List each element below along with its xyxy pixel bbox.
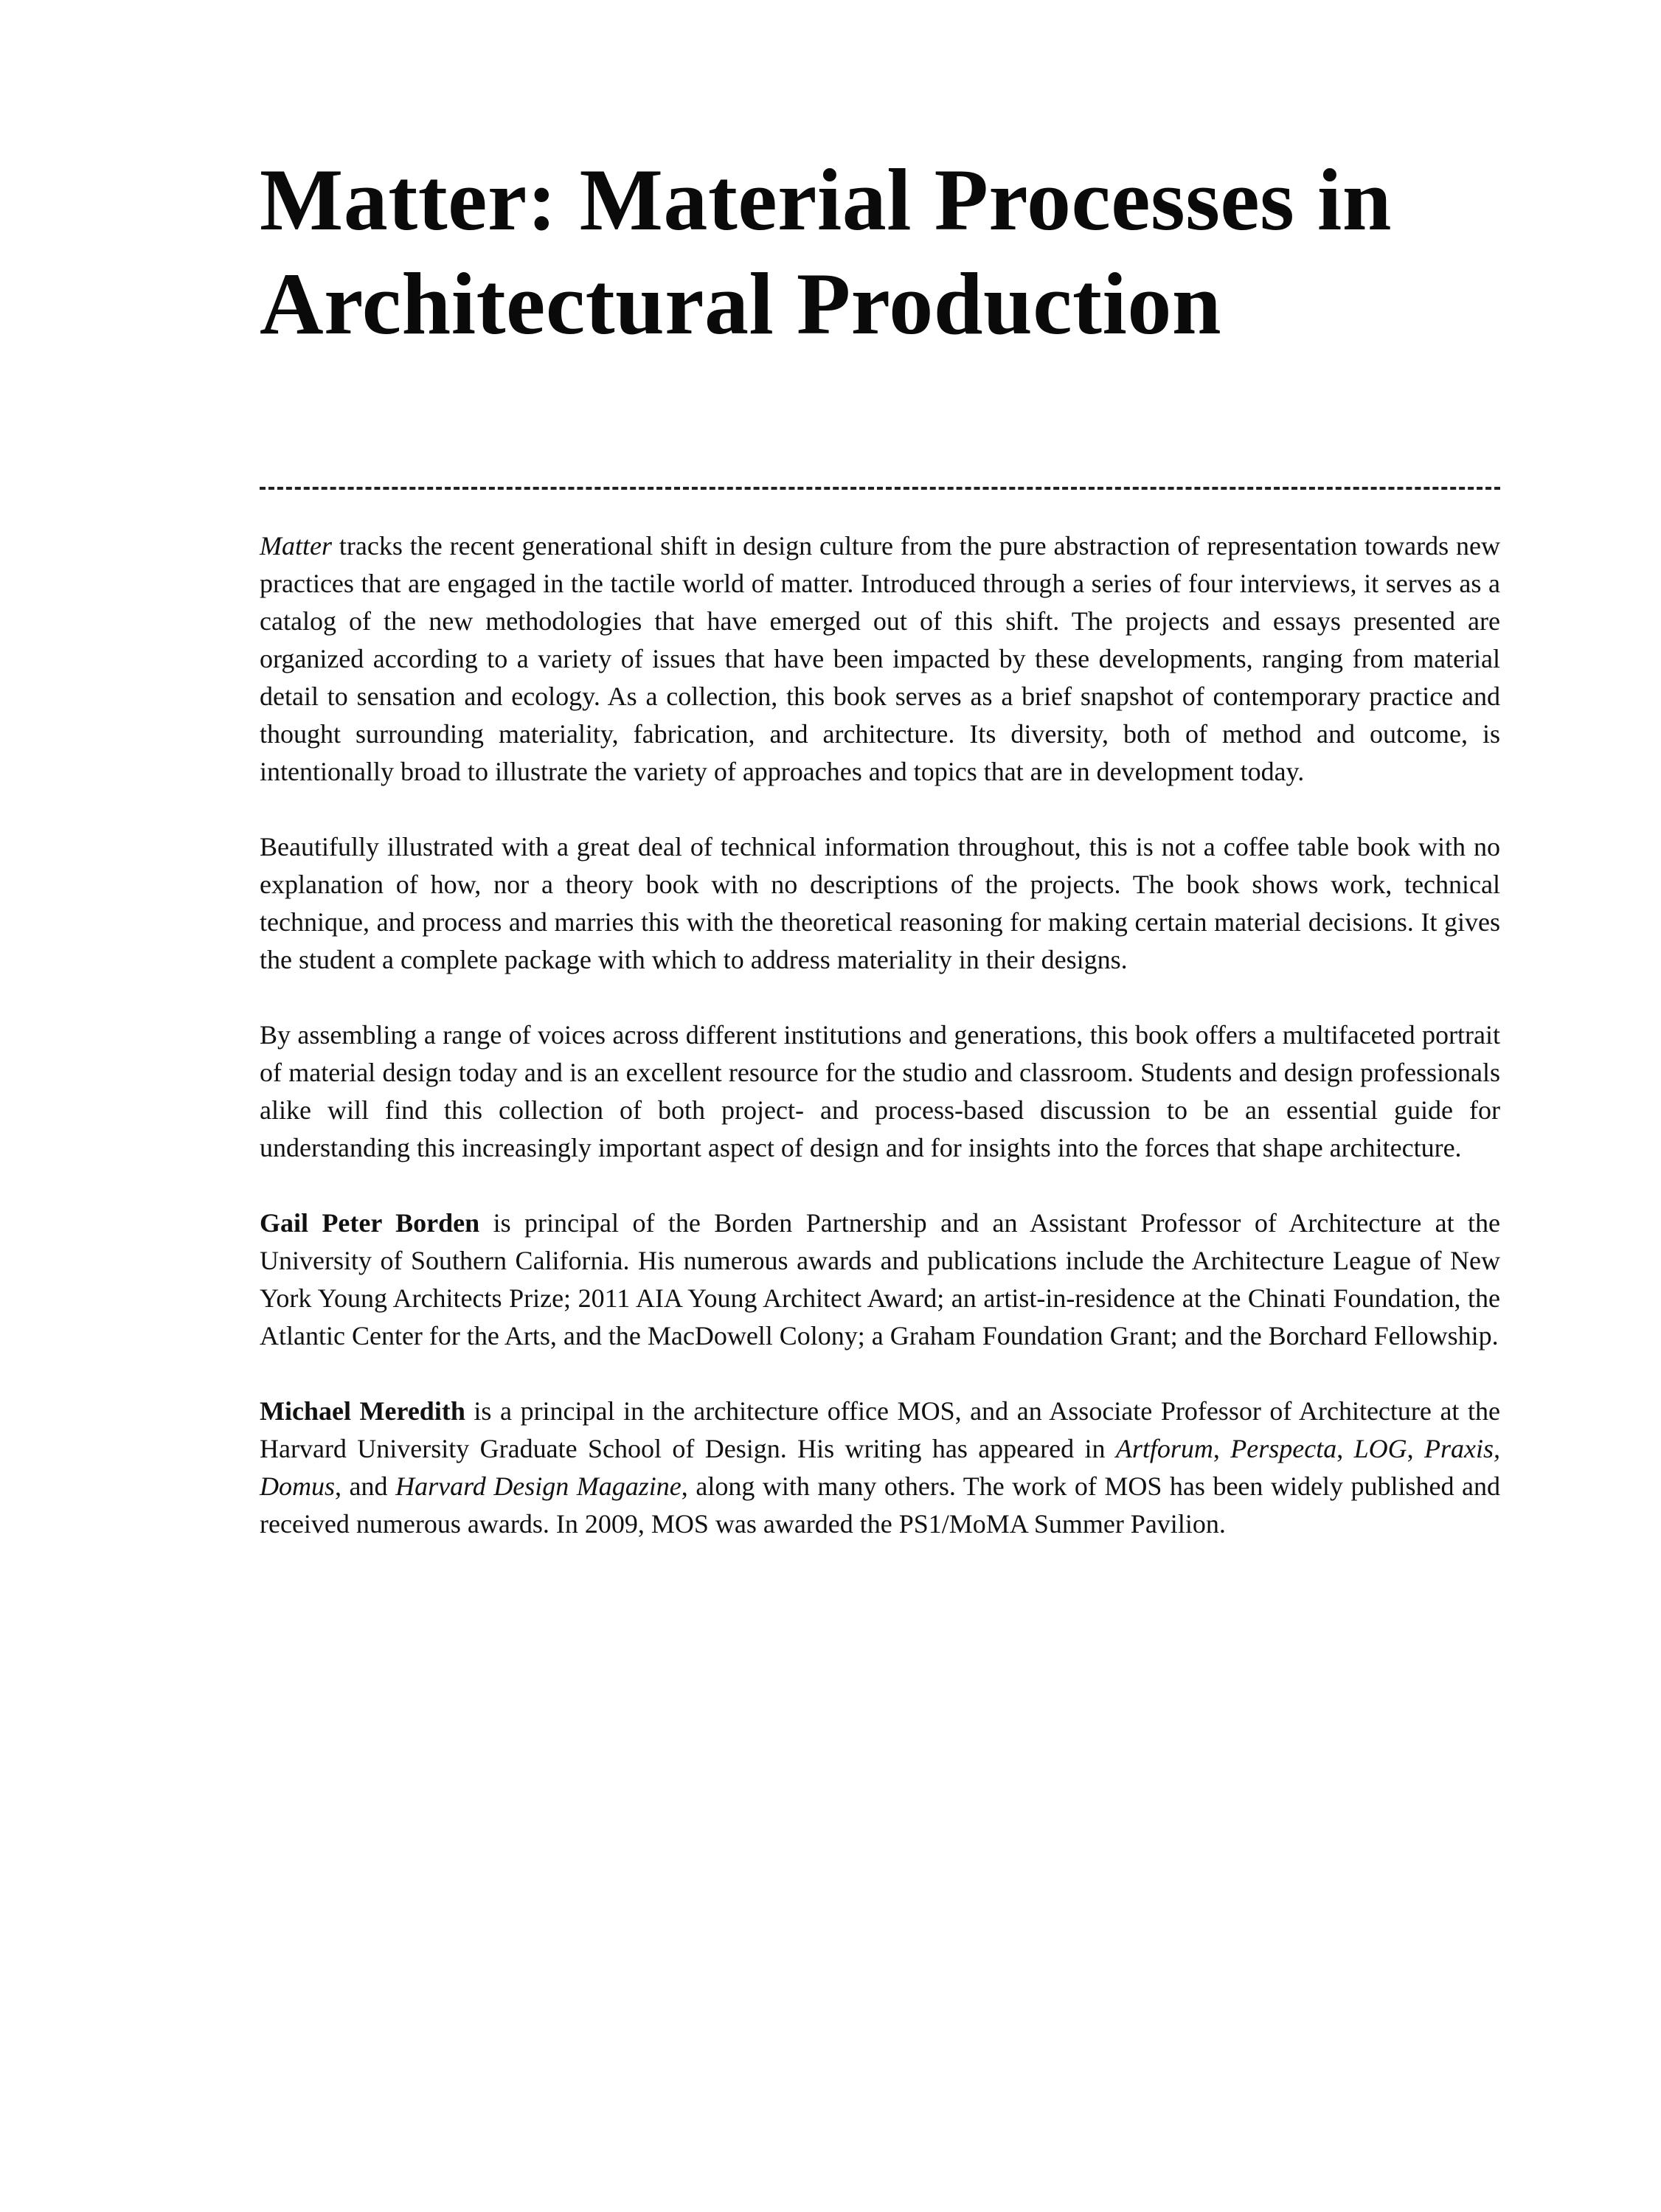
separator: , and <box>335 1471 396 1501</box>
page-title <box>260 148 1500 356</box>
publication-praxis-domus: Praxis, Domus <box>260 1434 1501 1501</box>
bio-text-borden: is principal of the Borden Partnership and an Assistant Professor of Architecture at the University of Southern California. His numerous awards and publications include the Architecture League of New York Young Architects Prize; 2011 AIA Young Architect Award; an artist-in-residence at the Chinati Foundation, the Atlantic Center for the Arts, and the MacDowell Colony; a Graham Foundation Grant; and the Borchard Fellowship. <box>260 1208 1501 1351</box>
intro-paragraph <box>260 527 1500 791</box>
body-text <box>260 527 1500 1581</box>
description-paragraph: Beautifully illustrated with a great deal of technical information throughout, this is not a coffee table book with no explanation of how, nor a theory book with no descriptions of the projects. The book shows work, technical technique, and process and marries this with the theoretical reasoning for making certain material decisions. It gives the student a complete package with which to address materiality in their designs. <box>260 832 1500 974</box>
book-title-italic: Matter <box>260 531 332 561</box>
title-line-2: Architectural Production <box>260 254 1222 353</box>
author-bio-meredith <box>260 1393 1500 1543</box>
publication-artforum: Artforum <box>1115 1434 1213 1463</box>
publication-log: LOG <box>1353 1434 1407 1463</box>
publication-perspecta: Perspecta <box>1230 1434 1337 1463</box>
author-name-meredith: Michael Meredith <box>260 1396 465 1426</box>
title-line-1: Matter: Material Processes in <box>260 150 1392 249</box>
dashed-divider <box>260 487 1500 490</box>
separator: , <box>1336 1434 1354 1463</box>
bio-text-meredith-a: is a principal in the architecture office MOS, and an Associate Professor of Architecture at the Harvard University Graduate School of Design. His writing has appeared in <box>260 1396 1500 1463</box>
audience-paragraph: By assembling a range of voices across different institutions and generations, this book offers a multifaceted portrait of material design today and is an excellent resource for the studio and classroom. Students and design professionals alike will find this collection of both project- and process-based discussion to be an essential guide for understanding this increasingly important aspect of design and for insights into the forces that shape architecture. <box>260 1020 1500 1162</box>
intro-text: tracks the recent generational shift in design culture from the pure abstraction of representation towards new practices that are engaged in the tactile world of matter. Introduced through a series of four interviews, it serves as a catalog of the new methodologies that have emerged out of this shift. The projects and essays presented are organized according to a variety of issues that have been impacted by these developments, ranging from material detail to sensation and ecology. As a collection, this book serves as a brief snapshot of contemporary practice and thought surrounding materiality, fabrication, and architecture. Its diversity, both of method and outcome, is intentionally broad to illustrate the variety of approaches and topics that are in development today. <box>260 531 1500 786</box>
bio-text-meredith-b: , along with many others. The work of MOS has been widely published and received numerous awards. In 2009, MOS was awarded the PS1/MoMA Summer Pavilion. <box>260 1471 1500 1539</box>
separator: , <box>1213 1434 1231 1463</box>
publication-harvard-design-magazine: Harvard Design Magazine <box>395 1471 682 1501</box>
page <box>260 148 1501 1539</box>
author-name-borden: Gail Peter Borden <box>260 1208 480 1238</box>
author-bio-borden <box>260 1204 1500 1355</box>
separator: , <box>1407 1434 1425 1463</box>
